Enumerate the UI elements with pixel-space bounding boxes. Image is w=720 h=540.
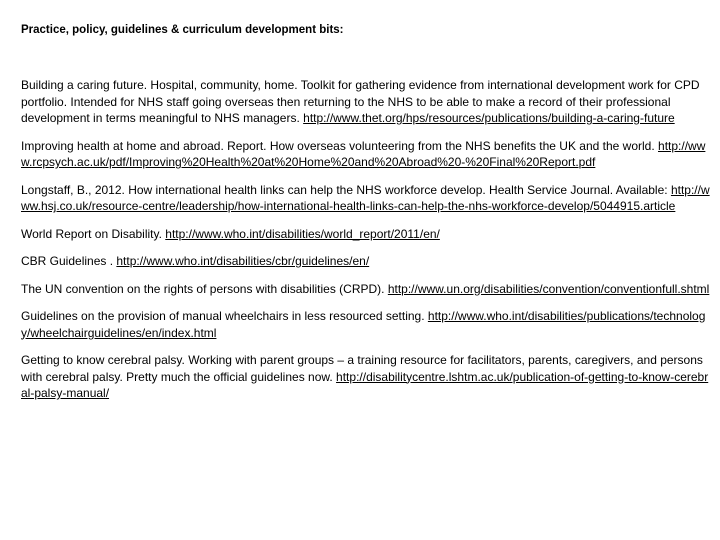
- reference-entry: [21, 182, 710, 215]
- reference-text: CBR Guidelines .: [21, 254, 117, 268]
- reference-entry: [21, 308, 710, 341]
- reference-link[interactable]: http://www.un.org/disabilities/convention/conventionfull.shtml: [387, 281, 710, 296]
- reference-link[interactable]: http://www.rcpsych.ac.uk/pdf/Improving%20Health%20at%20Home%20and%20Abroad%20-%20Final%20Report.pdf: [21, 138, 706, 169]
- reference-text: Getting to know cerebral palsy. Working with parent groups – a training resource for facilitators, parents, caregivers, and persons with cerebral palsy. Pretty much the official guidelines now.: [21, 353, 703, 384]
- reference-link[interactable]: http://www.who.int/disabilities/publications/technology/wheelchairguidelines/en/index.html: [21, 309, 706, 340]
- reference-text: Guidelines on the provision of manual wheelchairs in less resourced setting.: [21, 309, 428, 323]
- reference-link[interactable]: http://www.who.int/disabilities/cbr/guidelines/en/: [116, 254, 370, 268]
- reference-link[interactable]: http://www.thet.org/hps/resources/publications/building-a-caring-future: [303, 111, 675, 125]
- reference-text: Improving health at home and abroad. Report. How overseas volunteering from the NHS benefits the UK and the world.: [21, 138, 659, 153]
- reference-entry: [21, 77, 710, 127]
- reference-link[interactable]: http://www.who.int/disabilities/world_report/2011/en/: [165, 226, 440, 241]
- reference-entry: [21, 281, 710, 298]
- reference-entry: [21, 138, 710, 171]
- reference-entry: [21, 226, 710, 243]
- reference-entry: [21, 253, 710, 270]
- reference-link[interactable]: http://disabilitycentre.lshtm.ac.uk/publication-of-getting-to-know-cerebral-palsy-manual/: [21, 369, 709, 400]
- reference-link[interactable]: http://www.hsj.co.uk/resource-centre/leadership/how-international-health-links-can-help-the-nhs-workforce-develop/5044915.article: [21, 182, 710, 213]
- page-heading: Practice, policy, guidelines & curriculum development bits:: [21, 24, 344, 36]
- reference-text: World Report on Disability.: [21, 226, 166, 241]
- reference-text: The UN convention on the rights of persons with disabilities (CRPD).: [21, 281, 388, 296]
- reference-text: Longstaff, B., 2012. How international health links can help the NHS workforce develop. Health Service Journal. Available:: [21, 182, 671, 197]
- reference-text: Building a caring future. Hospital, community, home. Toolkit for gathering evidence from international development work for CPD portfolio. Intended for NHS staff going overseas then returning to the NHS to be able to make a record of their professional development in terms meaningful to NHS managers.: [21, 78, 700, 125]
- reference-entry: [21, 352, 710, 402]
